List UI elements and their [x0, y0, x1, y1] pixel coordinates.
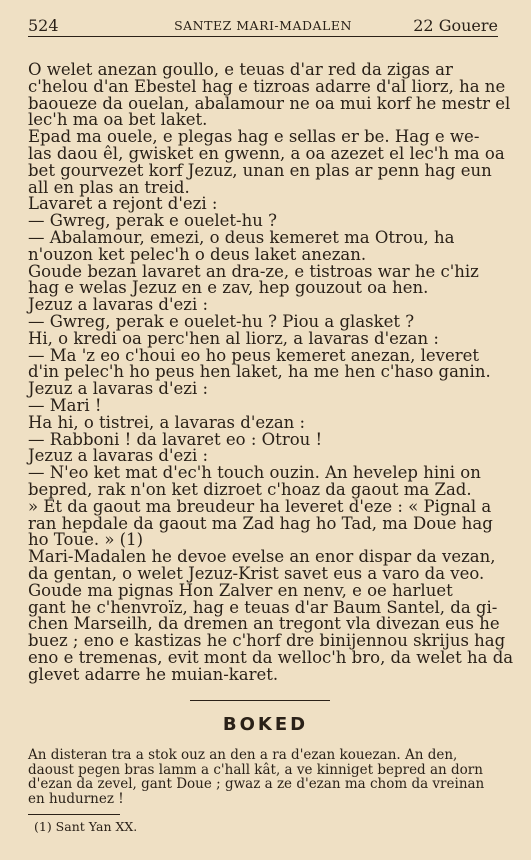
body-text — [28, 60, 514, 684]
section-divider — [190, 700, 330, 701]
text-line: — Mari ! — [28, 395, 102, 415]
footnote-rule — [28, 814, 120, 815]
text-line: Jezuz a lavaras d'ezi : — [28, 446, 209, 466]
text-line: — Gwreg, perak e ouelet-hu ? — [28, 211, 277, 231]
text-line: O welet anezan goullo, e teuas d'ar red da zigas ar — [28, 60, 453, 79]
text-line: ran hepdale da gaout ma Zad hag ho Tad, ma Doue hag — [28, 513, 493, 533]
text-line: bepred, rak n'on ket dizroet c'hoaz da gaout ma Zad. — [28, 479, 472, 499]
text-line: Hi, o kredi oa perc'hen al liorz, a lavaras d'ezan : — [28, 328, 439, 348]
text-line: lec'h ma oa bet laket. — [28, 110, 208, 130]
text-line: Jezuz a lavaras d'ezi : — [28, 379, 209, 399]
text-line: all en plas an treid. — [28, 177, 190, 197]
text-line: Goude bezan lavaret an dra-ze, e tistroas war he c'hiz — [28, 261, 479, 281]
text-line: — N'eo ket mat d'ec'h touch ouzin. An hevelep hini on — [28, 463, 481, 483]
text-line: buez ; eno e kastizas he c'horf dre binijennou skrijus hag — [28, 631, 506, 651]
footnote: (1) Sant Yan XX. — [34, 819, 138, 834]
boked-line: An disteran tra a stok ouz an den a ra d'ezan kouezan. An den, — [28, 747, 458, 763]
text-line: Jezuz a lavaras d'ezi : — [28, 295, 209, 315]
text-line: Goude ma pignas Hon Zalver en nenv, e oe harluet — [28, 580, 453, 600]
text-line: bet gourvezet korf Jezuz, unan en plas ar penn hag eun — [28, 160, 492, 180]
text-line: d'in pelec'h ho peus hen laket, ha me hen c'haso ganin. — [28, 362, 491, 382]
text-line: Lavaret a rejont d'ezi : — [28, 194, 218, 214]
page-header — [28, 14, 498, 37]
text-line: chen Marseilh, da dremen an tregont vla divezan eus he — [28, 614, 500, 634]
text-line: Epad ma ouele, e plegas hag e sellas er be. Hag e we- — [28, 127, 480, 147]
boked-line: d'ezan da zevel, gant Doue ; gwaz a ze d'ezan ma chom da vreinan — [28, 776, 485, 793]
text-line: Ha hi, o tistrei, a lavaras d'ezan : — [28, 412, 306, 432]
section-title: BOKED — [222, 714, 309, 735]
text-line: ho Toue. » (1) — [28, 530, 144, 550]
text-line: c'helou d'an Ebestel hag e tizroas adarre d'al liorz, ha ne — [28, 76, 506, 96]
running-title: SANTEZ MARI-MADALEN — [174, 18, 352, 33]
text-line: da gentan, o welet Jezuz-Krist savet eus a varo da veo. — [28, 563, 485, 583]
feast-date: 22 Gouere — [413, 16, 498, 35]
text-line: glevet adarre he muian-karet. — [28, 664, 279, 684]
text-line: — Ma 'z eo c'houi eo ho peus kemeret anezan, leveret — [28, 345, 480, 365]
text-line: gant he c'henvroïz, hag e teuas d'ar Baum Santel, da gi- — [28, 597, 498, 617]
page-number: 524 — [28, 16, 59, 35]
text-line: baoueze da ouelan, abalamour ne oa mui korf he mestr el — [28, 93, 511, 113]
text-line: — Abalamour, emezi, o deus kemeret ma Otrou, ha — [28, 227, 455, 247]
boked-line: daoust pegen bras lamm a c'hall kât, a ve kinniget bepred an dorn — [28, 761, 483, 778]
boked-line: en hudurnez ! — [28, 790, 124, 807]
text-line: Mari-Madalen he devoe evelse an enor dispar da vezan, — [28, 547, 496, 567]
text-line: eno e tremenas, evit mont da welloc'h bro, da welet ha da — [28, 647, 514, 667]
text-line: n'ouzon ket pelec'h o deus laket anezan. — [28, 244, 367, 264]
text-line: » Et da gaout ma breudeur ha leveret d'eze : « Pignal a — [28, 496, 492, 516]
text-line: las daou êl, gwisket en gwenn, a oa azezet el lec'h ma oa — [28, 143, 505, 163]
text-line: — Rabboni ! da lavaret eo : Otrou ! — [28, 429, 323, 449]
boked-paragraph — [28, 748, 498, 806]
text-line: — Gwreg, perak e ouelet-hu ? Piou a glasket ? — [28, 311, 415, 331]
text-line: hag e welas Jezuz en e zav, hep gouzout oa hen. — [28, 278, 429, 298]
